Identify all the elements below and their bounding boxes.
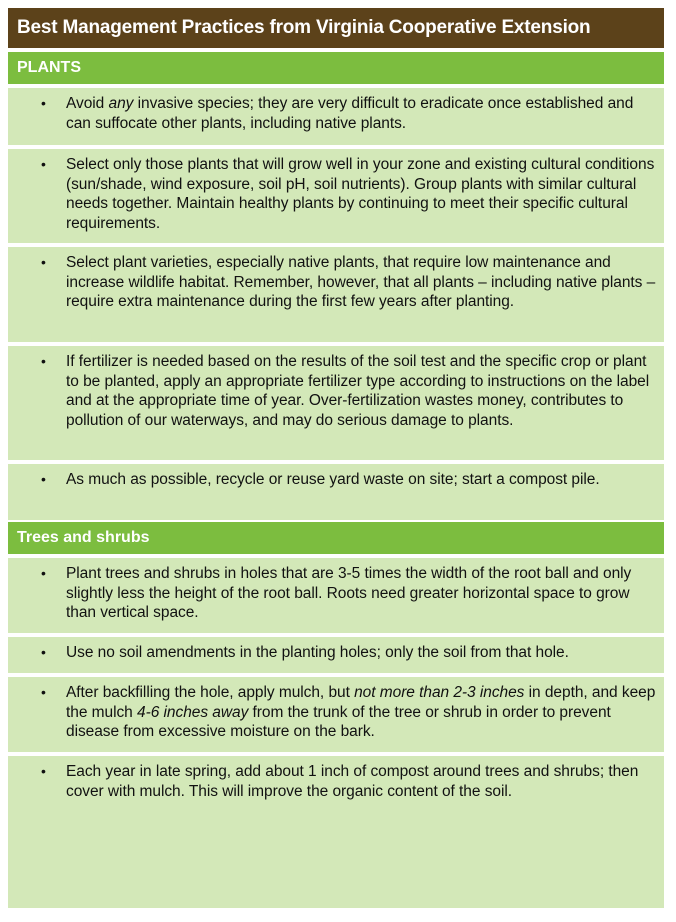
list-item [8, 346, 664, 460]
list-item [8, 637, 664, 673]
list-item [8, 149, 664, 243]
section-header-plants: PLANTS [8, 52, 664, 84]
bullet-icon: • [41, 156, 46, 172]
list-item [8, 464, 664, 520]
bullet-icon: • [41, 763, 46, 779]
table-title: Best Management Practices from Virginia Cooperative Extension [8, 8, 664, 48]
list-item [8, 558, 664, 633]
bullet-icon: • [41, 565, 46, 581]
emphasis-text: not more than 2-3 inches [354, 684, 525, 701]
list-item-text: Use no soil amendments in the planting holes; only the soil from that hole. [66, 644, 569, 661]
bullet-icon: • [41, 644, 46, 660]
list-item-text: Select plant varieties, especially native plants, that require low maintenance and increase wildlife habitat. Remember, however, that all plants – including native plants – require extra maintenance during the first few years after planting. [66, 254, 656, 310]
bullet-icon: • [41, 254, 46, 270]
list-item [8, 247, 664, 342]
list-item [8, 88, 664, 145]
list-item-text: Plant trees and shrubs in holes that are 3-5 times the width of the root ball and only slightly less the height of the root ball. Roots need greater horizontal space to grow than vertical space. [66, 565, 632, 621]
list-item [8, 756, 664, 908]
emphasis-text: any [108, 95, 134, 112]
emphasis-text: 4-6 inches away [137, 703, 249, 721]
list-item-text: Select only those plants that will grow well in your zone and existing cultural conditions (sun/shade, wind exposure, soil pH, soil nutrients). Group plants with similar cultural needs together. Maintain healthy plants by continuing to meet their specific cultural requirements. [66, 156, 655, 232]
list-item-text: Avoid any invasive species; they are very difficult to eradicate once established and can suffocate other plants, including native plants. [66, 95, 634, 132]
list-item [8, 677, 664, 752]
bullet-icon: • [41, 684, 46, 700]
list-item-text: After backfilling the hole, apply mulch, but not more than 2-3 inches in depth, and keep the mulch 4-6 inches away from the trunk of the tree or shrub in order to prevent disease from excessive moisture on the bark. [66, 684, 656, 740]
list-item-text: Each year in late spring, add about 1 inch of compost around trees and shrubs; then cover with mulch. This will improve the organic content of the soil. [66, 763, 639, 800]
bullet-icon: • [41, 471, 46, 487]
bmp-table [8, 8, 664, 910]
list-item-text: If fertilizer is needed based on the results of the soil test and the specific crop or plant to be planted, apply an appropriate fertilizer type according to instructions on the label and at the appropriate time of year. Over-fertilization wastes money, contributes to pollution of our waterways, and may do serious damage to plants. [66, 353, 650, 429]
bullet-icon: • [41, 353, 46, 369]
section-header-trees-and-shrubs: Trees and shrubs [8, 522, 664, 554]
bullet-icon: • [41, 95, 46, 111]
list-item-text: As much as possible, recycle or reuse yard waste on site; start a compost pile. [66, 471, 600, 488]
